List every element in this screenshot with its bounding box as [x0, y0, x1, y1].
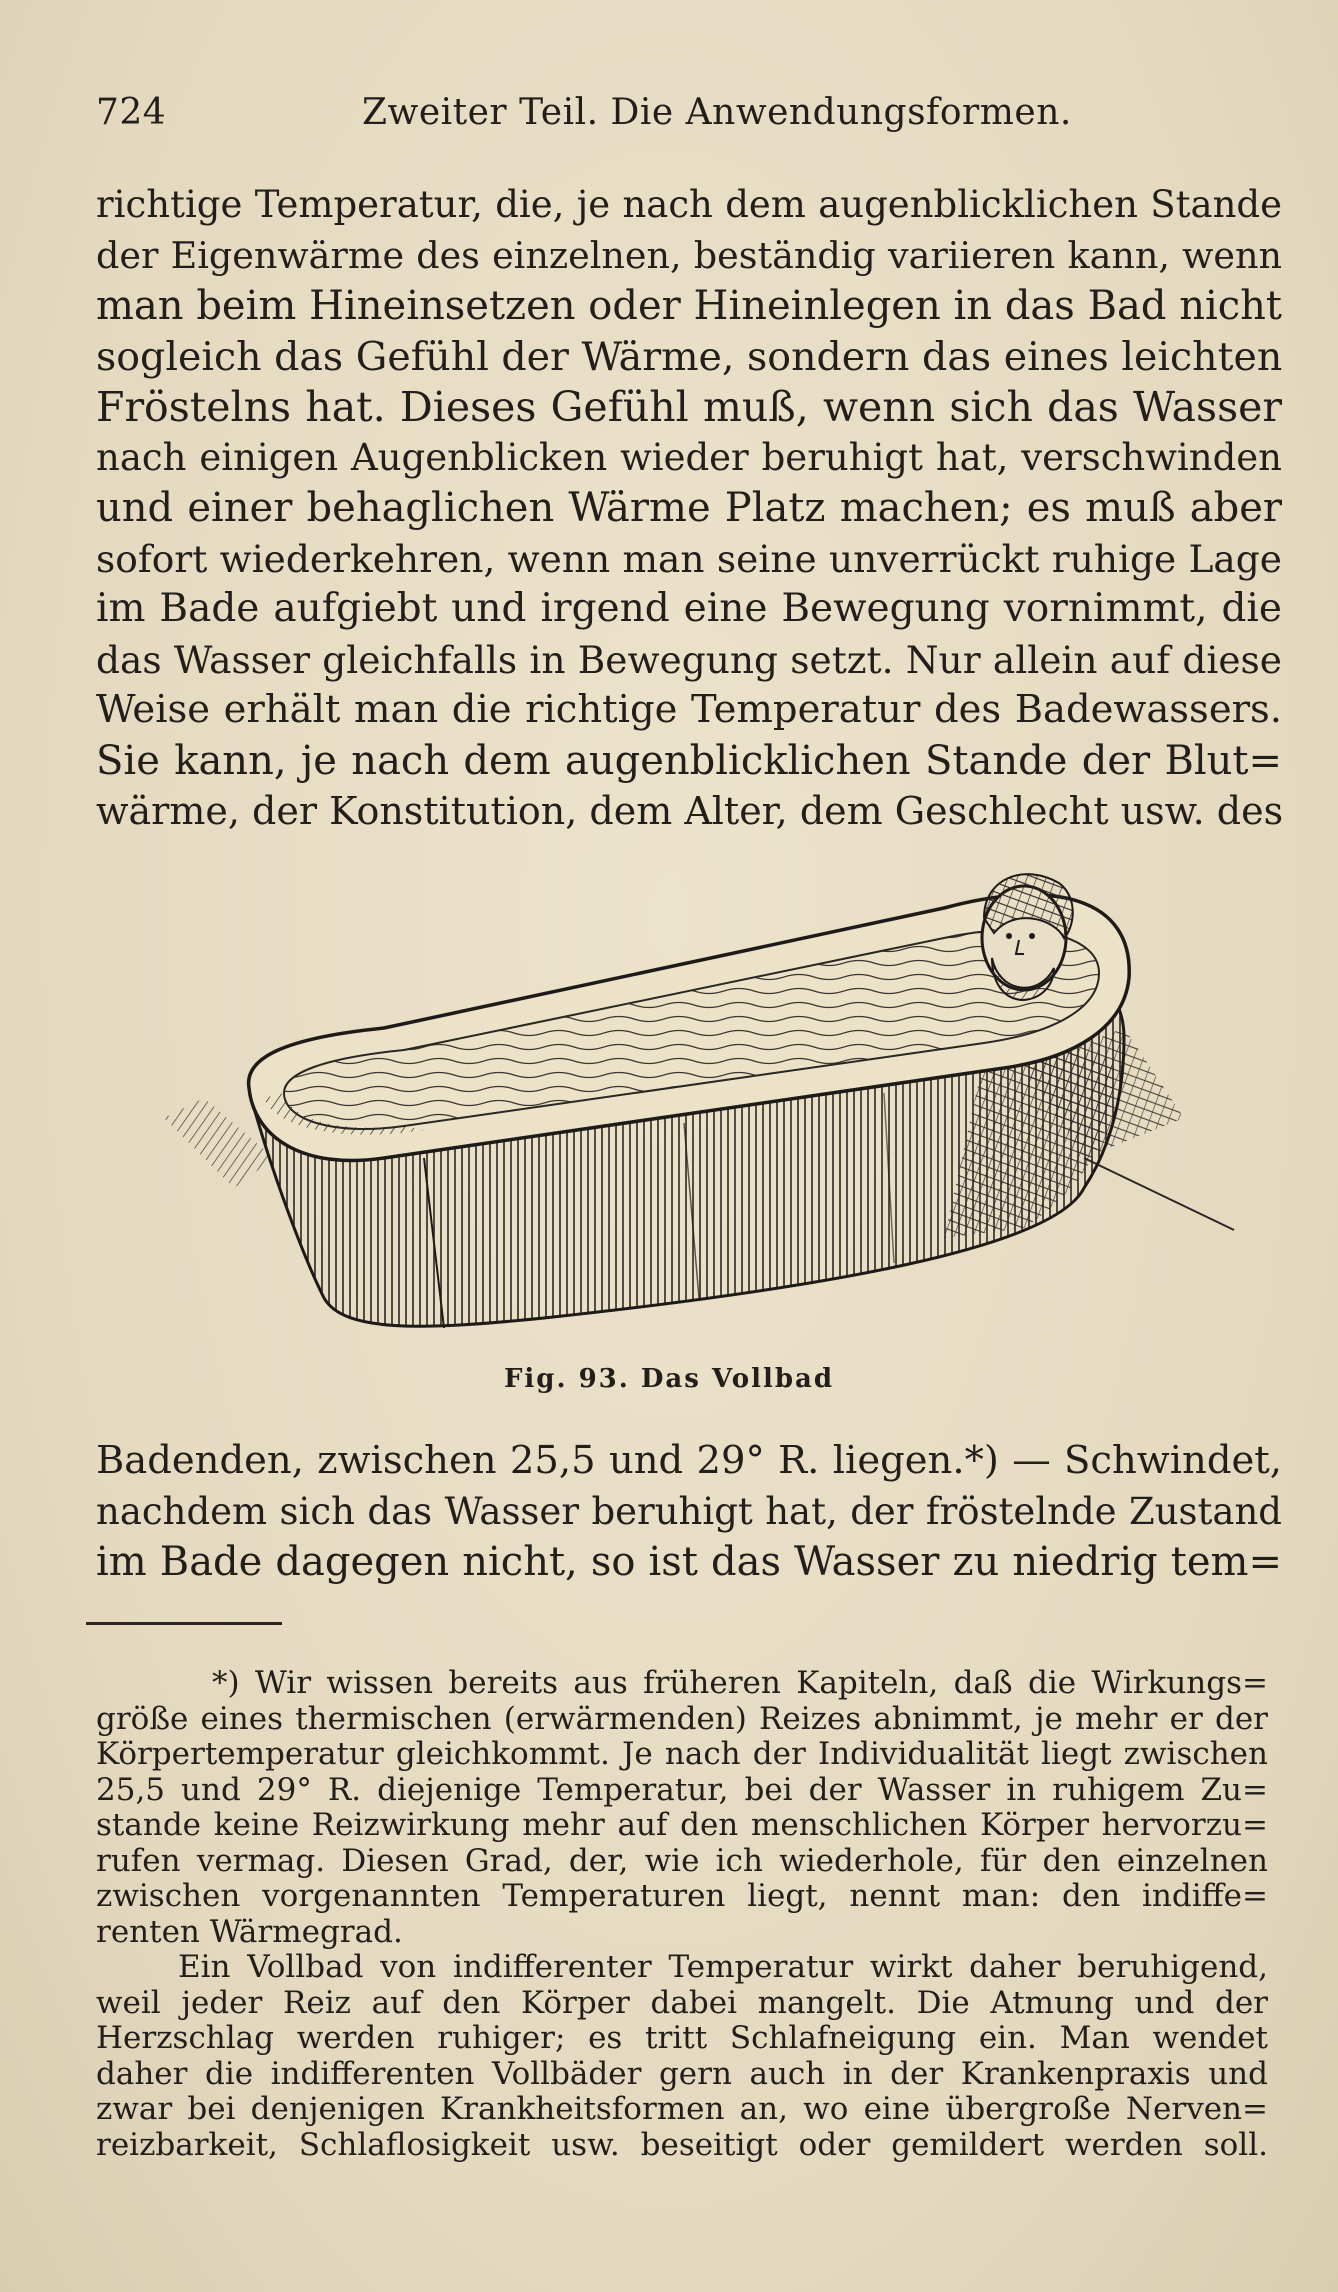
footnote-block — [96, 1666, 1268, 2163]
footnote-separator — [86, 1622, 282, 1625]
footnote-line: Ein Vollbad von indifferenter Temperatur wirkt daher beruhigend, — [178, 1949, 1268, 1985]
footnote-line: reizbarkeit, Schlaflosigkeit usw. beseitigt oder gemildert werden soll. — [96, 2126, 1268, 2163]
text-line: nach einigen Augenblicken wieder beruhigt hat, verschwinden — [96, 435, 1282, 479]
text-line: sogleich das Gefühl der Wärme, sondern das eines leichten — [96, 333, 1283, 380]
text-line: der Eigenwärme des einzelnen, beständig variieren kann, wenn — [96, 233, 1282, 277]
text-line: wärme, der Konstitution, dem Alter, dem Geschlecht usw. des — [96, 789, 1284, 833]
text-line: und einer behaglichen Wärme Platz machen; es muß aber — [96, 485, 1282, 531]
running-title: Zweiter Teil. Die Anwendungsformen. — [362, 92, 1072, 133]
footnote-line: *) Wir wissen bereits aus früheren Kapiteln, daß die Wirkungs= — [212, 1665, 1268, 1701]
footnote-line: größe eines thermischen (erwärmenden) Reizes abnimmt, je mehr er der — [96, 1700, 1268, 1737]
footnote-line: 25,5 und 29° R. diejenige Temperatur, bei der Wasser in ruhigem Zu= — [96, 1771, 1268, 1808]
footnote-line: zwar bei denjenigen Krankheitsformen an, wo eine übergroße Nerven= — [96, 2091, 1268, 2127]
text-line: Weise erhält man die richtige Temperatur des Badewassers. — [96, 687, 1282, 732]
footnote-line: zwischen vorgenannten Temperaturen liegt, nennt man: den indiffe= — [96, 1878, 1268, 1914]
footnote-line: weil jeder Reiz auf den Körper dabei mangelt. Die Atmung und der — [96, 1984, 1268, 2021]
running-header — [96, 86, 1286, 146]
bathtub-engraving — [124, 858, 1244, 1358]
text-line: Fröstelns hat. Dieses Gefühl muß, wenn sich das Wasser — [96, 383, 1282, 431]
footnote-line: stande keine Reizwirkung mehr auf den menschlichen Körper hervorzu= — [96, 1807, 1268, 1843]
figure-caption: Fig. 93. Das Vollbad — [503, 1364, 835, 1394]
text-line: man beim Hineinsetzen oder Hineinlegen in das Bad nicht — [96, 283, 1282, 329]
text-line: im Bade dagegen nicht, so ist das Wasser zu niedrig tem= — [96, 1539, 1282, 1585]
text-line: Badenden, zwischen 25,5 und 29° R. liegen.*) — Schwindet, — [96, 1438, 1282, 1483]
footnote-line: rufen vermag. Diesen Grad, der, wie ich wiederhole, für den einzelnen — [96, 1842, 1268, 1879]
text-line: das Wasser gleichfalls in Bewegung setzt. Nur allein auf diese — [96, 637, 1282, 682]
body-text-bottom — [96, 1436, 1282, 1588]
bathtub-illustration — [124, 858, 1244, 1358]
text-line: nachdem sich das Wasser beruhigt hat, der fröstelnde Zustand — [96, 1489, 1282, 1533]
footnote-line: renten Wärmegrad. — [96, 1913, 403, 1950]
text-line: im Bade aufgiebt und irgend eine Bewegung vornimmt, die — [96, 586, 1282, 631]
text-line: sofort wiederkehren, wenn man seine unverrückt ruhige Lage — [96, 536, 1282, 581]
page-number: 724 — [96, 92, 167, 133]
body-text-top — [96, 180, 1282, 837]
footnote-line: Herzschlag werden ruhiger; es tritt Schlafneigung ein. Man wendet — [96, 2020, 1268, 2056]
footnote-line: Körpertemperatur gleichkommt. Je nach der Individualität liegt zwischen — [96, 1736, 1268, 1772]
text-line: richtige Temperatur, die, je nach dem augenblicklichen Stande — [96, 183, 1282, 226]
text-line: Sie kann, je nach dem augenblicklichen Stande der Blut= — [96, 737, 1282, 784]
footnote-line: daher die indifferenten Vollbäder gern auch in der Krankenpraxis und — [96, 2055, 1268, 2092]
